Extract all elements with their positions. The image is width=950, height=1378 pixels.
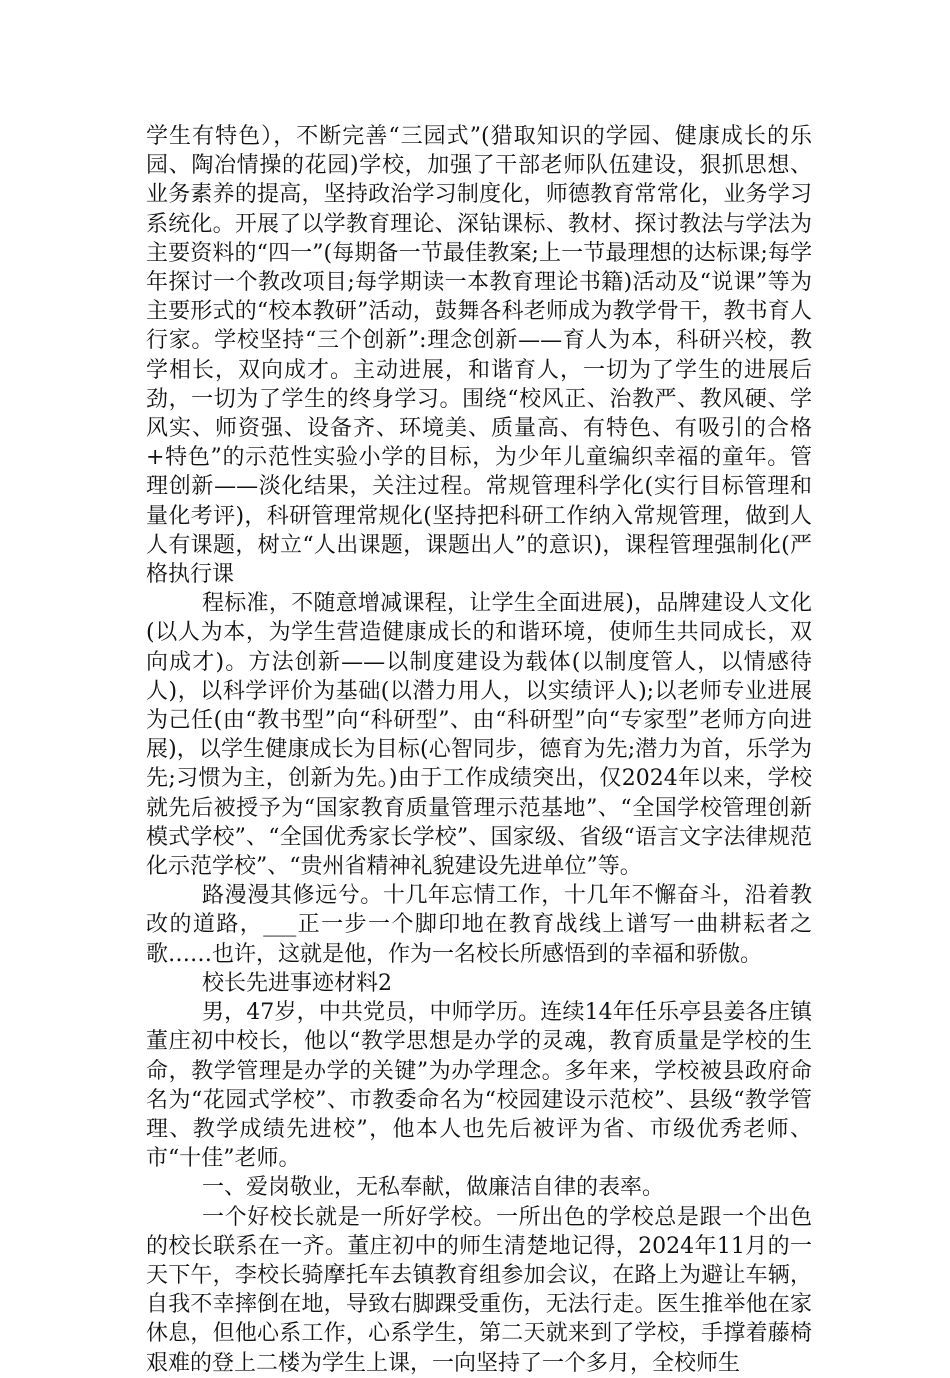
paragraph-methods: 程标准，不随意增减课程，让学生全面进展)，品牌建设人文化(以人为本，为学生营造健康成长的和谐环境，使师生共同成长，双向成才)。方法创新——以制度建设为载体(以制度管人，以情感待人)，以科学评价为基础(以潜力用人，以实绩评人);以老师专业进展为己任(由“教书型”向“科研型”、由“科研型”向“专家型”老师方向进展)，以学生健康成长为目标(心智同步，德育为先;潜力为首，乐学为先;习惯为主，创新为先。)由于工作成绩突出，仅2024年以来，学校就先后被授予为“国家教育质量管理示范基地”、“全国学校管理创新模式学校”、“全国优秀家长学校”、国家级、省级“语言文字法律规范化示范学校”、“贵州省精神礼貌建设先进单位”等。 xyxy=(146,591,812,880)
paragraph-profile: 男，47岁，中共党员，中师学历。连续14年任乐亭县姜各庄镇董庄初中校长，他以“教学思想是办学的灵魂，教育质量是学校的生命，教学管理是办学的关键”为办学理念。多年来，学校被县政府命名为“花园式学校”、市教委命名为“校园建设示范校”、县级“教学管理、教学成绩先进校”，他本人也先后被评为省、市级优秀老师、市“十佳”老师。 xyxy=(146,1000,812,1172)
paragraph-continuation: 学生有特色），不断完善“三园式”(猎取知识的学园、健康成长的乐园、陶冶情操的花园)学校，加强了干部老师队伍建设，狠抓思想、业务素养的提高，坚持政治学习制度化，师德教育常常化，业务学习系统化。开展了以学教育理论、深钻课标、教材、探讨教法与学法为主要资料的“四一”(每期备一节最佳教案;上一节最理想的达标课;每学年探讨一个教改项目;每学期读一本教育理论书籍)活动及“说课”等为主要形式的“校本教研”活动，鼓舞各科老师成为教学骨干，教书育人行家。学校坚持“三个创新”:理念创新——育人为本，科研兴校，教学相长，双向成才。主动进展，和谐育人，一切为了学生的进展后劲，一切为了学生的终身学习。围绕“校风正、治教严、教风硬、学风实、师资强、设备齐、环境美、质量高、有特色、有吸引的合格+特色”的示范性实验小学的目标，为少年儿童编织幸福的童年。管理创新——淡化结果，关注过程。常规管理科学化(实行目标管理和量化考评)，科研管理常规化(坚持把科研工作纳入常规管理，做到人人有课题，树立“人出课题，课题出人”的意识)，课程管理强制化(严格执行课 xyxy=(146,124,812,588)
section-heading: 校长先进事迹材料2 xyxy=(202,970,392,996)
document-body xyxy=(146,122,812,1378)
subheading-dedication: 一、爱岗敬业，无私奉献，做廉洁自律的表率。 xyxy=(202,1175,665,1201)
paragraph-story: 一个好校长就是一所好学校。一所出色的学校总是跟一个出色的校长联系在一齐。董庄初中的师生清楚地记得，2024年11月的一天下午，李校长骑摩托车去镇教育组参加会议，在路上为避让车辆，自我不幸摔倒在地，导致右脚踝受重伤，无法行走。医生推举他在家休息，但他心系工作，心系学生，第二天就来到了学校，手撑着藤椅艰难的登上二楼为学生上课，一向坚持了一个多月，全校师生 xyxy=(146,1204,812,1376)
paragraph-closing: 路漫漫其修远兮。十几年忘情工作，十几年不懈奋斗，沿着教改的道路，___正一步一个脚印地在教育战线上谱写一曲耕耘者之歌……也许，这就是他，作为一名校长所感悟到的幸福和骄傲。 xyxy=(146,883,812,967)
